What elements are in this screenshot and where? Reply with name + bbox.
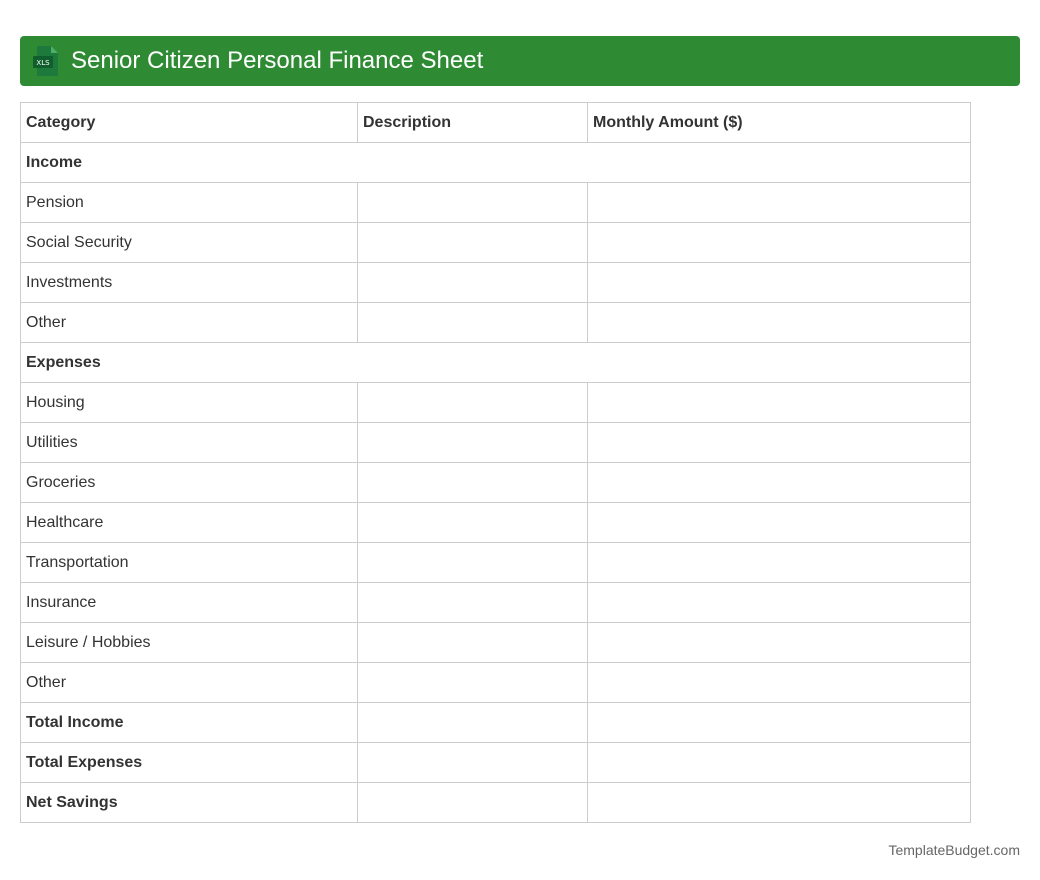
category-cell: Social Security bbox=[21, 223, 358, 263]
amount-cell[interactable] bbox=[588, 743, 971, 783]
table-row bbox=[21, 623, 971, 663]
summary-row-total-expenses bbox=[21, 743, 971, 783]
category-cell: Insurance bbox=[21, 583, 358, 623]
page-title: Senior Citizen Personal Finance Sheet bbox=[71, 47, 484, 74]
table-row bbox=[21, 263, 971, 303]
summary-label: Net Savings bbox=[21, 783, 358, 823]
table-row bbox=[21, 463, 971, 503]
description-cell[interactable] bbox=[358, 303, 588, 343]
table-row bbox=[21, 303, 971, 343]
table-row bbox=[21, 183, 971, 223]
description-cell[interactable] bbox=[358, 583, 588, 623]
table-row bbox=[21, 503, 971, 543]
table-row bbox=[21, 583, 971, 623]
category-cell: Other bbox=[21, 663, 358, 703]
xls-file-icon bbox=[31, 45, 61, 77]
column-header-monthly-amount: Monthly Amount ($) bbox=[588, 103, 971, 143]
section-label-income: Income bbox=[21, 143, 971, 183]
amount-cell[interactable] bbox=[588, 623, 971, 663]
category-cell: Investments bbox=[21, 263, 358, 303]
amount-cell[interactable] bbox=[588, 703, 971, 743]
description-cell[interactable] bbox=[358, 223, 588, 263]
footer-credit: TemplateBudget.com bbox=[888, 842, 1020, 858]
summary-label: Total Income bbox=[21, 703, 358, 743]
description-cell[interactable] bbox=[358, 703, 588, 743]
category-cell: Groceries bbox=[21, 463, 358, 503]
amount-cell[interactable] bbox=[588, 463, 971, 503]
amount-cell[interactable] bbox=[588, 783, 971, 823]
xls-icon-label: XLS bbox=[36, 59, 50, 67]
category-cell: Pension bbox=[21, 183, 358, 223]
description-cell[interactable] bbox=[358, 423, 588, 463]
category-cell: Utilities bbox=[21, 423, 358, 463]
category-cell: Healthcare bbox=[21, 503, 358, 543]
category-cell: Leisure / Hobbies bbox=[21, 623, 358, 663]
finance-table bbox=[20, 102, 971, 823]
amount-cell[interactable] bbox=[588, 303, 971, 343]
description-cell[interactable] bbox=[358, 743, 588, 783]
column-header-category: Category bbox=[21, 103, 358, 143]
amount-cell[interactable] bbox=[588, 223, 971, 263]
description-cell[interactable] bbox=[358, 543, 588, 583]
section-row-income bbox=[21, 143, 971, 183]
amount-cell[interactable] bbox=[588, 543, 971, 583]
description-cell[interactable] bbox=[358, 503, 588, 543]
description-cell[interactable] bbox=[358, 663, 588, 703]
table-row bbox=[21, 223, 971, 263]
amount-cell[interactable] bbox=[588, 263, 971, 303]
table-row bbox=[21, 383, 971, 423]
amount-cell[interactable] bbox=[588, 503, 971, 543]
summary-row-total-income bbox=[21, 703, 971, 743]
category-cell: Other bbox=[21, 303, 358, 343]
description-cell[interactable] bbox=[358, 383, 588, 423]
table-row bbox=[21, 543, 971, 583]
amount-cell[interactable] bbox=[588, 383, 971, 423]
table-row bbox=[21, 663, 971, 703]
description-cell[interactable] bbox=[358, 263, 588, 303]
section-label-expenses: Expenses bbox=[21, 343, 971, 383]
section-row-expenses bbox=[21, 343, 971, 383]
amount-cell[interactable] bbox=[588, 423, 971, 463]
table-row bbox=[21, 423, 971, 463]
summary-row-net-savings bbox=[21, 783, 971, 823]
table-header-row bbox=[21, 103, 971, 143]
amount-cell[interactable] bbox=[588, 183, 971, 223]
amount-cell[interactable] bbox=[588, 583, 971, 623]
description-cell[interactable] bbox=[358, 783, 588, 823]
column-header-description: Description bbox=[358, 103, 588, 143]
description-cell[interactable] bbox=[358, 623, 588, 663]
summary-label: Total Expenses bbox=[21, 743, 358, 783]
description-cell[interactable] bbox=[358, 183, 588, 223]
page-header bbox=[20, 36, 1020, 86]
amount-cell[interactable] bbox=[588, 663, 971, 703]
description-cell[interactable] bbox=[358, 463, 588, 503]
category-cell: Transportation bbox=[21, 543, 358, 583]
category-cell: Housing bbox=[21, 383, 358, 423]
